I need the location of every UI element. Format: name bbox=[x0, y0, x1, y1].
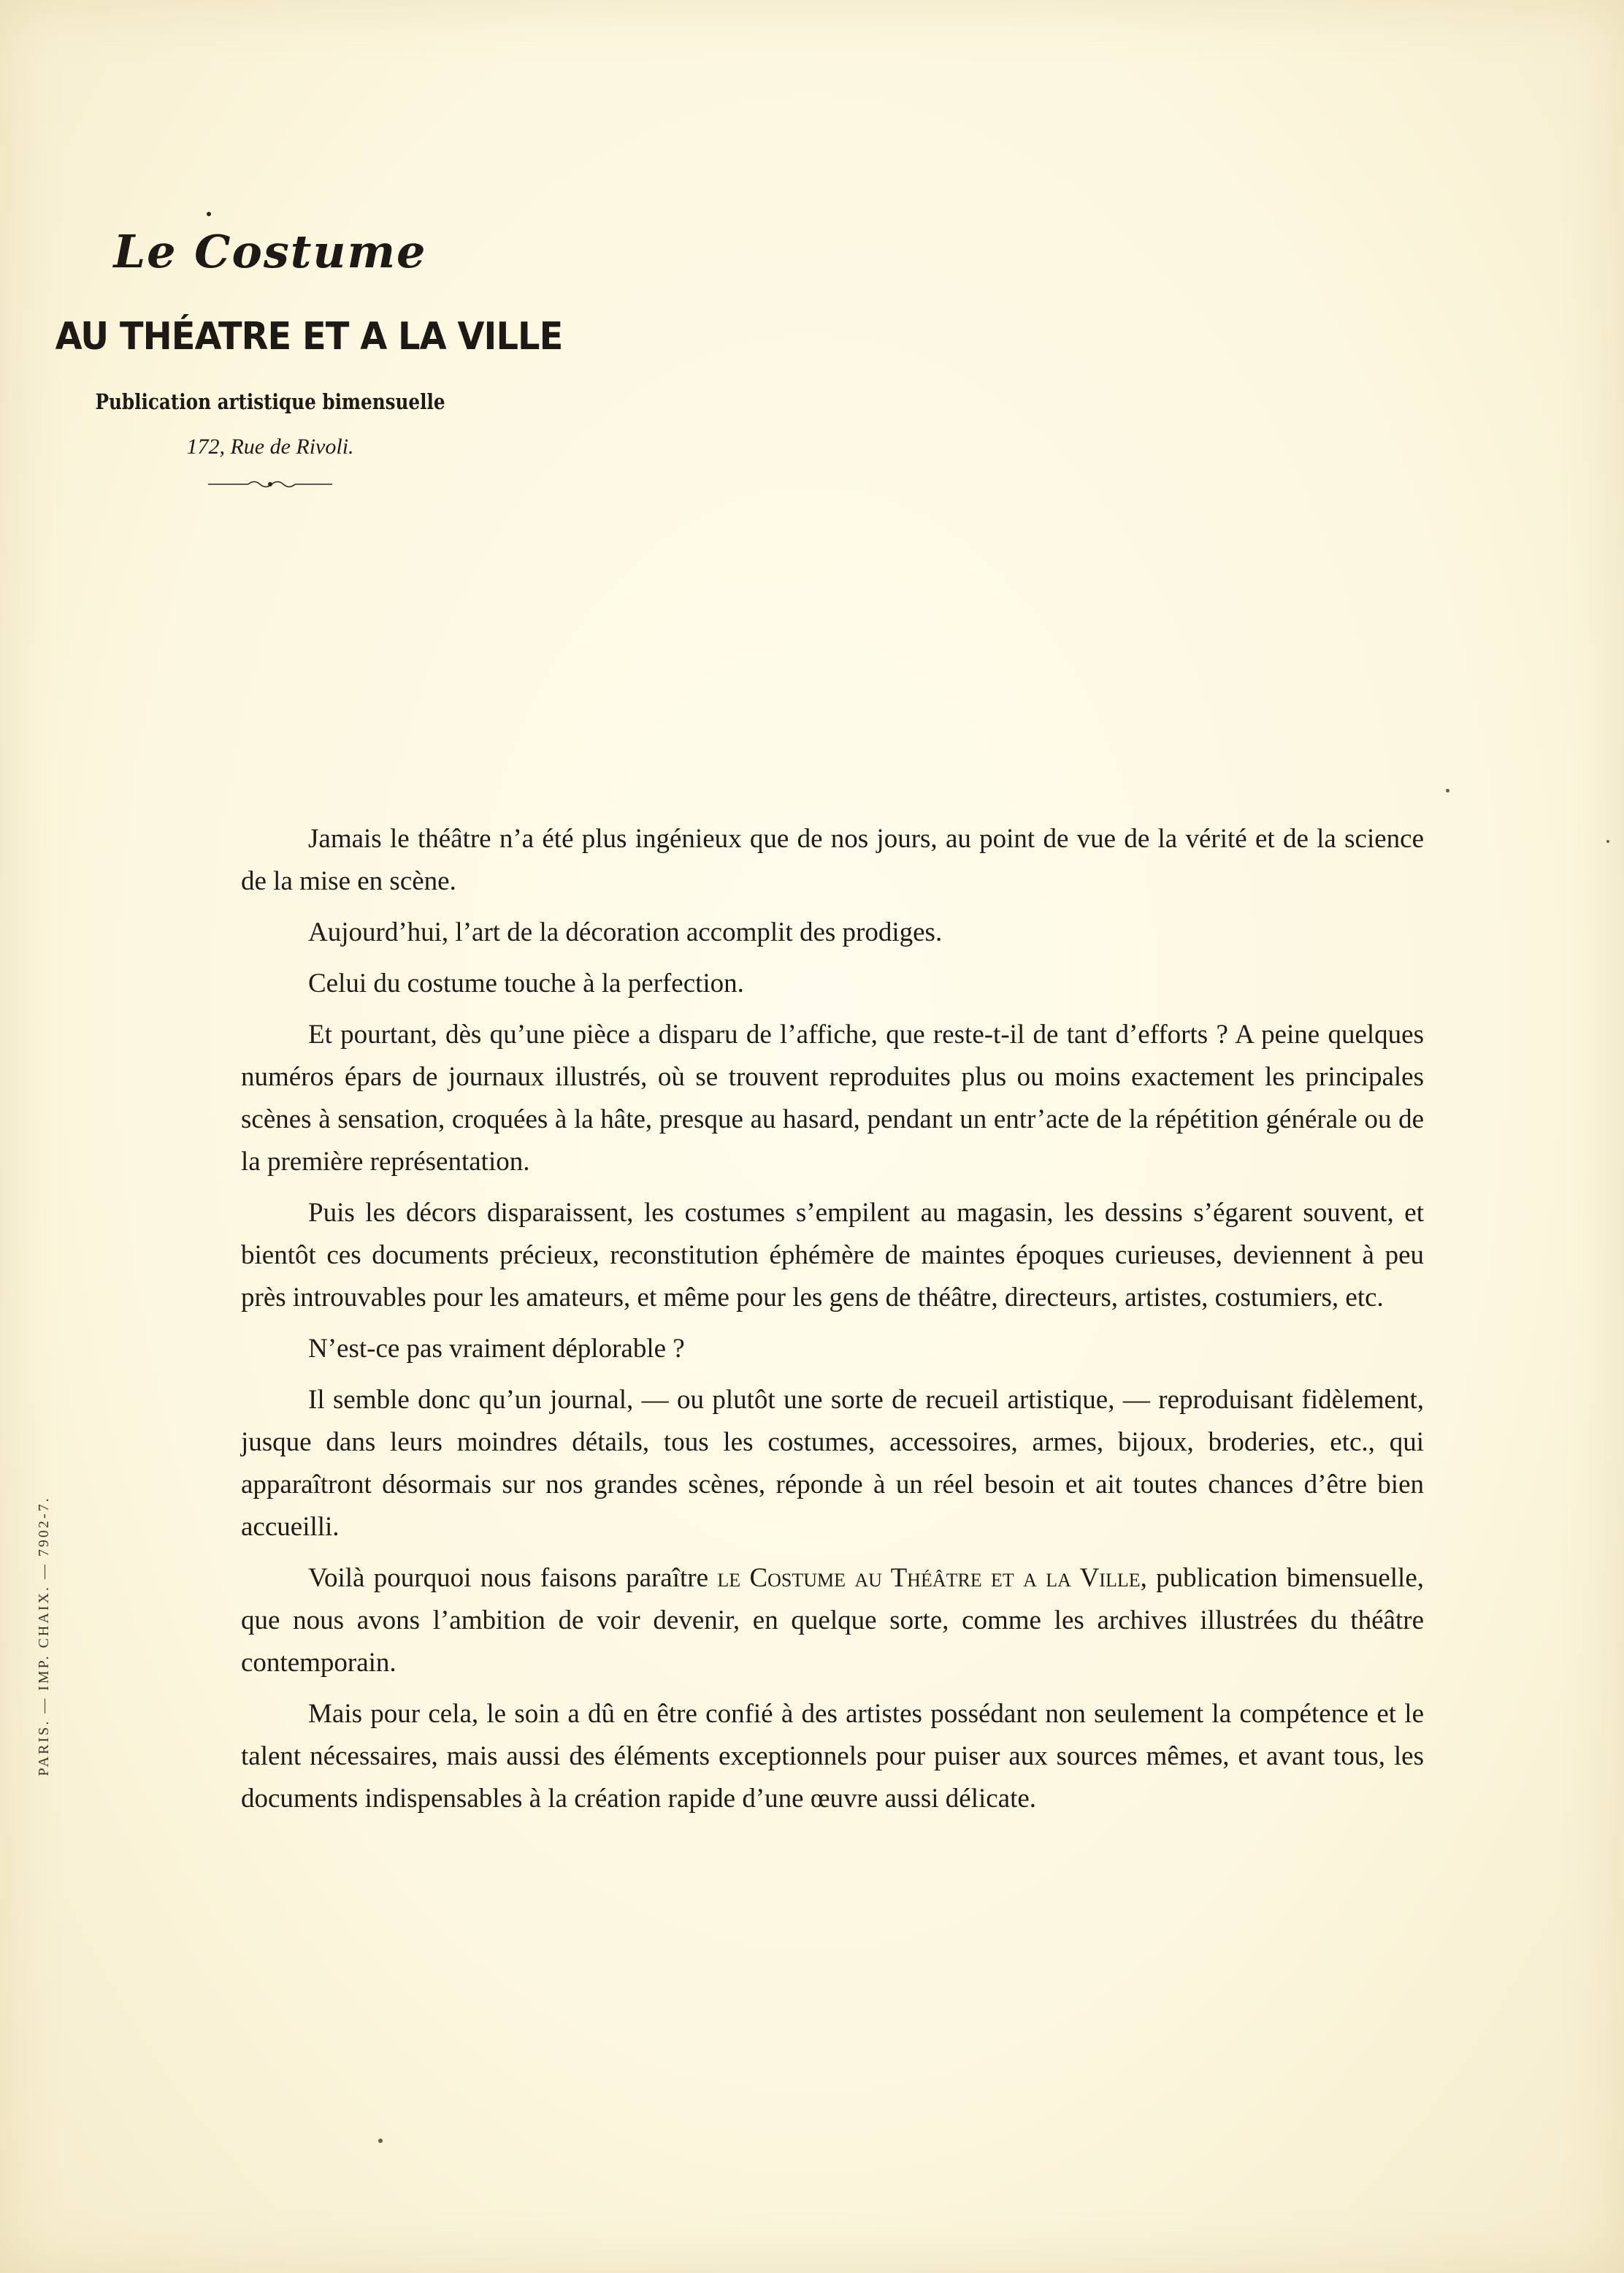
paper-speck bbox=[378, 2139, 383, 2143]
paragraph-9: Mais pour cela, le soin a dû en être confié à des artistes possédant non seulement la compétence et le talent nécessaires, mais aussi des éléments exceptionnels pour puiser aux sources mêmes, et avant tous, les documents indispensables à la création rapide d’une œuvre aussi délicate. bbox=[241, 1699, 1424, 1814]
paragraph-7: Il semble donc qu’un journal, — ou plutôt une sorte de recueil artistique, — reproduisant fidèlement, jusque dans leurs moindres détails, tous les costumes, accessoires, armes, bijoux, broderies, etc., qui apparaîtront désormais sur nos grandes scènes, réponde à un réel besoin et ait toutes chances d’être bien accueilli. bbox=[241, 1385, 1424, 1542]
paper-speck bbox=[1446, 789, 1449, 792]
publication-name-smallcaps: le Costume au Théâtre et a la Ville bbox=[717, 1563, 1141, 1593]
ink-dot bbox=[207, 212, 211, 216]
body-text bbox=[241, 818, 1424, 1829]
publication-subtitle: Publication artistique bimensuelle bbox=[95, 389, 445, 414]
paragraph-8-end: , publication bimensuelle, que nous avons l’ambition de voir devenir, en quelque sorte, comme les archives illustrées du théâtre contemporain. bbox=[241, 1563, 1424, 1678]
paragraph-2: Aujourd’hui, l’art de la décoration accomplit des prodiges. bbox=[308, 917, 943, 947]
ornament-rule-icon bbox=[208, 479, 332, 489]
publication-address: 172, Rue de Rivoli. bbox=[186, 435, 354, 459]
paragraph-3: Celui du costume touche à la perfection. bbox=[308, 969, 744, 998]
publication-title-main: AU THÉATRE ET A LA VILLE bbox=[55, 315, 563, 359]
paper-speck bbox=[1606, 840, 1609, 843]
paragraph-1: Jamais le théâtre n’a été plus ingénieux que de nos jours, au point de vue de la vérité et de la science de la mise en scène. bbox=[241, 824, 1424, 896]
paragraph-5: Puis les décors disparaissent, les costumes s’empilent au magasin, les dessins s’égarent souvent, et bientôt ces documents précieux, reconstitution éphémère de maintes époques curieuses, deviennent à peu près introuvables pour les amateurs, et même pour les gens de théâtre, directeurs, artistes, costumiers, etc. bbox=[241, 1198, 1424, 1313]
paragraph-8-start: Voilà pourquoi nous faisons paraître bbox=[308, 1563, 718, 1593]
paragraph-4: Et pourtant, dès qu’une pièce a disparu de l’affiche, que reste-t-il de tant d’efforts ? A peine quelques numéros épars de journaux illustrés, où se trouvent reproduites plus ou moins exactement les principales scènes à sensation, croquées à la hâte, presque au hasard, pendant un entr’acte de la répétition générale ou de la première représentation. bbox=[241, 1020, 1424, 1177]
printer-imprint: PARIS. — IMP. CHAIX. — 7902-7. bbox=[36, 1496, 52, 1776]
paragraph-8 bbox=[241, 1557, 1424, 1684]
paragraph-6: N’est-ce pas vraiment déplorable ? bbox=[308, 1334, 685, 1364]
masthead bbox=[37, 219, 563, 489]
publication-title-script: Le Costume bbox=[113, 225, 427, 278]
